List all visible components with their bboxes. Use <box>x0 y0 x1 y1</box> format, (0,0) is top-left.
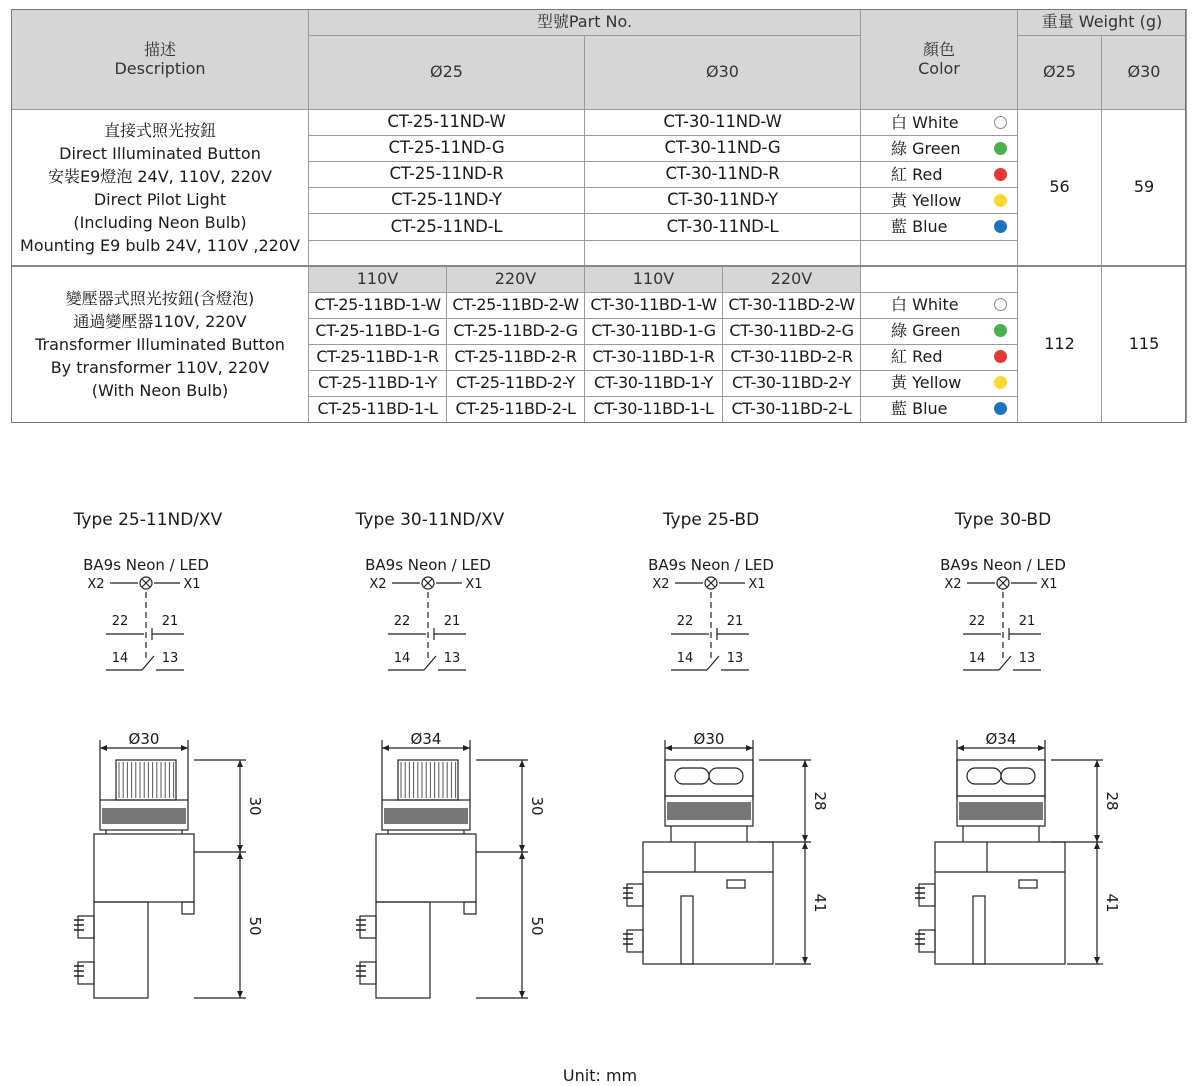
no-contact <box>142 656 154 670</box>
bezel-knurl <box>102 808 186 824</box>
color-yellow <box>861 370 1018 396</box>
desc-line: Direct Pilot Light <box>93 189 227 209</box>
empty-cell <box>861 240 1018 266</box>
color-label: 黃 Yellow <box>891 373 962 393</box>
voltage-header: 110V <box>585 266 723 292</box>
part-number: CT-30-11ND-W <box>585 110 861 136</box>
bezel-knurl <box>384 808 468 824</box>
part-number: CT-25-11ND-L <box>309 214 585 240</box>
header-color <box>861 10 1018 110</box>
contact-21: 21 <box>726 614 744 629</box>
color-label: 藍 Blue <box>891 216 948 236</box>
color-swatch-green <box>994 324 1007 337</box>
part-number: CT-25-11BD-1-Y <box>309 370 447 396</box>
lens-cap <box>398 760 458 800</box>
color-blue <box>861 214 1018 240</box>
contact-21: 21 <box>161 614 179 629</box>
contact-block <box>681 896 693 964</box>
color-swatch-red <box>994 350 1007 363</box>
transformer-body <box>935 842 1065 964</box>
part-number: CT-25-11BD-2-G <box>447 318 585 344</box>
color-blue <box>861 396 1018 422</box>
contact-14: 14 <box>111 651 129 666</box>
color-swatch-blue <box>994 220 1007 233</box>
screw-thread <box>915 934 925 944</box>
diagram-title: Type 30-11ND/XV <box>355 510 505 530</box>
part-number: CT-30-11BD-2-G <box>723 318 861 344</box>
diagram-title: Type 30-BD <box>954 510 1052 530</box>
terminal-x1: X1 <box>1040 577 1058 592</box>
color-swatch-red <box>994 168 1007 181</box>
contact-22: 22 <box>968 614 986 629</box>
part-number: CT-30-11BD-2-W <box>723 292 861 318</box>
bezel-knurl <box>959 802 1043 820</box>
part-number: CT-25-11ND-G <box>309 136 585 162</box>
contact-22: 22 <box>393 614 411 629</box>
contact-14: 14 <box>676 651 694 666</box>
terminal-x2: X2 <box>369 577 387 592</box>
part-number: CT-30-11BD-1-R <box>585 344 723 370</box>
section1-description <box>12 110 309 266</box>
color-swatch-yellow <box>994 376 1007 389</box>
desc-line: (With Neon Bulb) <box>91 381 229 401</box>
header-phi30: Ø30 <box>585 36 861 110</box>
color-swatch-yellow <box>994 194 1007 207</box>
terminal-x2: X2 <box>87 577 105 592</box>
part-number: CT-30-11ND-L <box>585 214 861 240</box>
lens-window <box>967 768 1001 784</box>
unit-label: Unit: mm <box>562 1066 638 1085</box>
voltage-header: 220V <box>447 266 585 292</box>
header-weight-phi25: Ø25 <box>1018 36 1102 110</box>
color-swatch-white <box>994 116 1007 129</box>
lamp-label: BA9s Neon / LED <box>365 556 491 574</box>
dimension-bottom: 50 <box>246 916 264 936</box>
terminal-x1: X1 <box>465 577 483 592</box>
part-number: CT-25-11BD-2-R <box>447 344 585 370</box>
empty-cell <box>861 266 1018 292</box>
spec-table <box>11 9 1187 423</box>
contact-21: 21 <box>443 614 461 629</box>
desc-line: 直接式照光按鈕 <box>103 120 216 140</box>
part-number: CT-30-11BD-2-Y <box>723 370 861 396</box>
terminal-x1: X1 <box>748 577 766 592</box>
header-phi25: Ø25 <box>309 36 585 110</box>
contact-22: 22 <box>676 614 694 629</box>
mechanical-drawing <box>915 740 1103 964</box>
part-number: CT-30-11BD-1-W <box>585 292 723 318</box>
header-description-en: Description <box>114 58 206 78</box>
part-number: CT-30-11ND-G <box>585 136 861 162</box>
contact-tab <box>464 902 476 914</box>
transformer-body <box>643 842 773 964</box>
dimension-bottom: 41 <box>1103 893 1121 913</box>
lens-window <box>675 768 709 784</box>
lamp-label: BA9s Neon / LED <box>83 556 209 574</box>
desc-line: Direct Illuminated Button <box>59 143 261 163</box>
screw-thread <box>623 888 633 898</box>
empty-cell <box>309 240 585 266</box>
voltage-header: 220V <box>723 266 861 292</box>
lens-cap <box>116 760 176 800</box>
contact-13: 13 <box>161 651 179 666</box>
mechanical-drawing <box>356 740 528 998</box>
part-number: CT-30-11BD-2-R <box>723 344 861 370</box>
part-number: CT-25-11ND-R <box>309 162 585 188</box>
no-contact <box>707 656 719 670</box>
part-number: CT-30-11ND-Y <box>585 188 861 214</box>
color-label: 綠 Green <box>891 321 961 341</box>
part-number: CT-30-11BD-2-L <box>723 396 861 422</box>
color-white <box>861 110 1018 136</box>
color-label: 紅 Red <box>891 164 943 184</box>
part-number: CT-30-11ND-R <box>585 162 861 188</box>
label-slot <box>727 880 745 888</box>
diagrams-drawing <box>0 540 1200 1060</box>
dimension-bottom: 41 <box>811 893 829 913</box>
part-number: CT-25-11BD-1-L <box>309 396 447 422</box>
desc-line: 安裝E9燈泡 24V, 110V, 220V <box>48 166 272 186</box>
terminal-x1: X1 <box>183 577 201 592</box>
contact-21: 21 <box>1018 614 1036 629</box>
color-label: 白 White <box>891 112 959 132</box>
contact-tab <box>182 902 194 914</box>
part-number: CT-30-11BD-1-L <box>585 396 723 422</box>
section2-description <box>12 266 309 422</box>
color-swatch-white <box>994 298 1007 311</box>
screw-thread <box>356 920 366 930</box>
dimension-top: 30 <box>246 796 264 816</box>
color-label: 白 White <box>891 295 959 314</box>
contact-13: 13 <box>726 651 744 666</box>
dimension-top: 30 <box>528 796 546 816</box>
desc-line: 通過變壓器110V, 220V <box>73 312 247 332</box>
bezel-knurl <box>667 802 751 820</box>
no-contact <box>999 656 1011 670</box>
color-green <box>861 318 1018 344</box>
dimension-bottom: 50 <box>528 916 546 936</box>
dimension-top: 28 <box>811 791 829 811</box>
weight-30: 59 <box>1102 110 1187 266</box>
color-swatch-green <box>994 142 1007 155</box>
diagram-title: Type 25-11ND/XV <box>73 510 223 530</box>
screw-thread <box>915 888 925 898</box>
color-yellow <box>861 188 1018 214</box>
part-number: CT-25-11BD-1-G <box>309 318 447 344</box>
header-color-zh: 顏色 <box>922 40 955 60</box>
mount-body <box>94 834 194 902</box>
empty-cell <box>585 240 861 266</box>
header-description <box>12 10 309 110</box>
color-white <box>861 292 1018 318</box>
weight-25: 56 <box>1018 110 1102 266</box>
part-number: CT-25-11BD-1-R <box>309 344 447 370</box>
desc-line: (Including Neon Bulb) <box>73 212 247 232</box>
diameter-label: Ø34 <box>410 730 442 748</box>
part-number: CT-25-11ND-W <box>309 110 585 136</box>
color-label: 紅 Red <box>891 347 943 367</box>
desc-line: 變壓器式照光按鈕(含燈泡) <box>65 289 255 309</box>
part-number: CT-25-11BD-2-W <box>447 292 585 318</box>
mechanical-drawing <box>74 740 246 998</box>
part-number: CT-25-11BD-2-L <box>447 396 585 422</box>
color-label: 藍 Blue <box>891 399 948 419</box>
header-description-zh: 描述 <box>143 40 176 60</box>
weight-25: 112 <box>1018 266 1102 422</box>
header-weight: 重量 Weight (g) <box>1018 10 1187 36</box>
color-red <box>861 344 1018 370</box>
mechanical-drawing <box>623 740 811 964</box>
lens-window <box>709 768 743 784</box>
contact-22: 22 <box>111 614 129 629</box>
diameter-label: Ø30 <box>128 730 160 748</box>
contact-block <box>94 902 148 998</box>
header-weight-phi30: Ø30 <box>1102 36 1187 110</box>
header-color-en: Color <box>918 58 960 78</box>
diameter-label: Ø30 <box>693 730 725 748</box>
color-green <box>861 136 1018 162</box>
diagram-title: Type 25-BD <box>662 510 760 530</box>
voltage-header: 110V <box>309 266 447 292</box>
contact-13: 13 <box>443 651 461 666</box>
color-label: 綠 Green <box>891 138 961 158</box>
dimension-top: 28 <box>1103 791 1121 811</box>
contact-13: 13 <box>1018 651 1036 666</box>
desc-line: Transformer Illuminated Button <box>35 335 285 355</box>
part-number: CT-25-11BD-1-W <box>309 292 447 318</box>
part-number: CT-25-11ND-Y <box>309 188 585 214</box>
contact-14: 14 <box>393 651 411 666</box>
no-contact <box>424 656 436 670</box>
color-red <box>861 162 1018 188</box>
terminal-x2: X2 <box>944 577 962 592</box>
mount-body <box>376 834 476 902</box>
weight-30: 115 <box>1102 266 1187 422</box>
diameter-label: Ø34 <box>985 730 1017 748</box>
part-number: CT-25-11BD-2-Y <box>447 370 585 396</box>
color-label: 黃 Yellow <box>891 190 962 210</box>
part-number: CT-30-11BD-1-Y <box>585 370 723 396</box>
part-number: CT-30-11BD-1-G <box>585 318 723 344</box>
screw-thread <box>356 966 366 976</box>
screw-thread <box>74 920 84 930</box>
color-swatch-blue <box>994 402 1007 415</box>
lamp-label: BA9s Neon / LED <box>648 556 774 574</box>
lens-window <box>1001 768 1035 784</box>
lamp-label: BA9s Neon / LED <box>940 556 1066 574</box>
contact-block <box>376 902 430 998</box>
desc-line: Mounting E9 bulb 24V, 110V ,220V <box>20 235 300 255</box>
desc-line: By transformer 110V, 220V <box>50 358 270 378</box>
terminal-x2: X2 <box>652 577 670 592</box>
screw-thread <box>74 966 84 976</box>
contact-14: 14 <box>968 651 986 666</box>
header-part-no: 型號Part No. <box>309 10 861 36</box>
contact-block <box>973 896 985 964</box>
screw-thread <box>623 934 633 944</box>
label-slot <box>1019 880 1037 888</box>
